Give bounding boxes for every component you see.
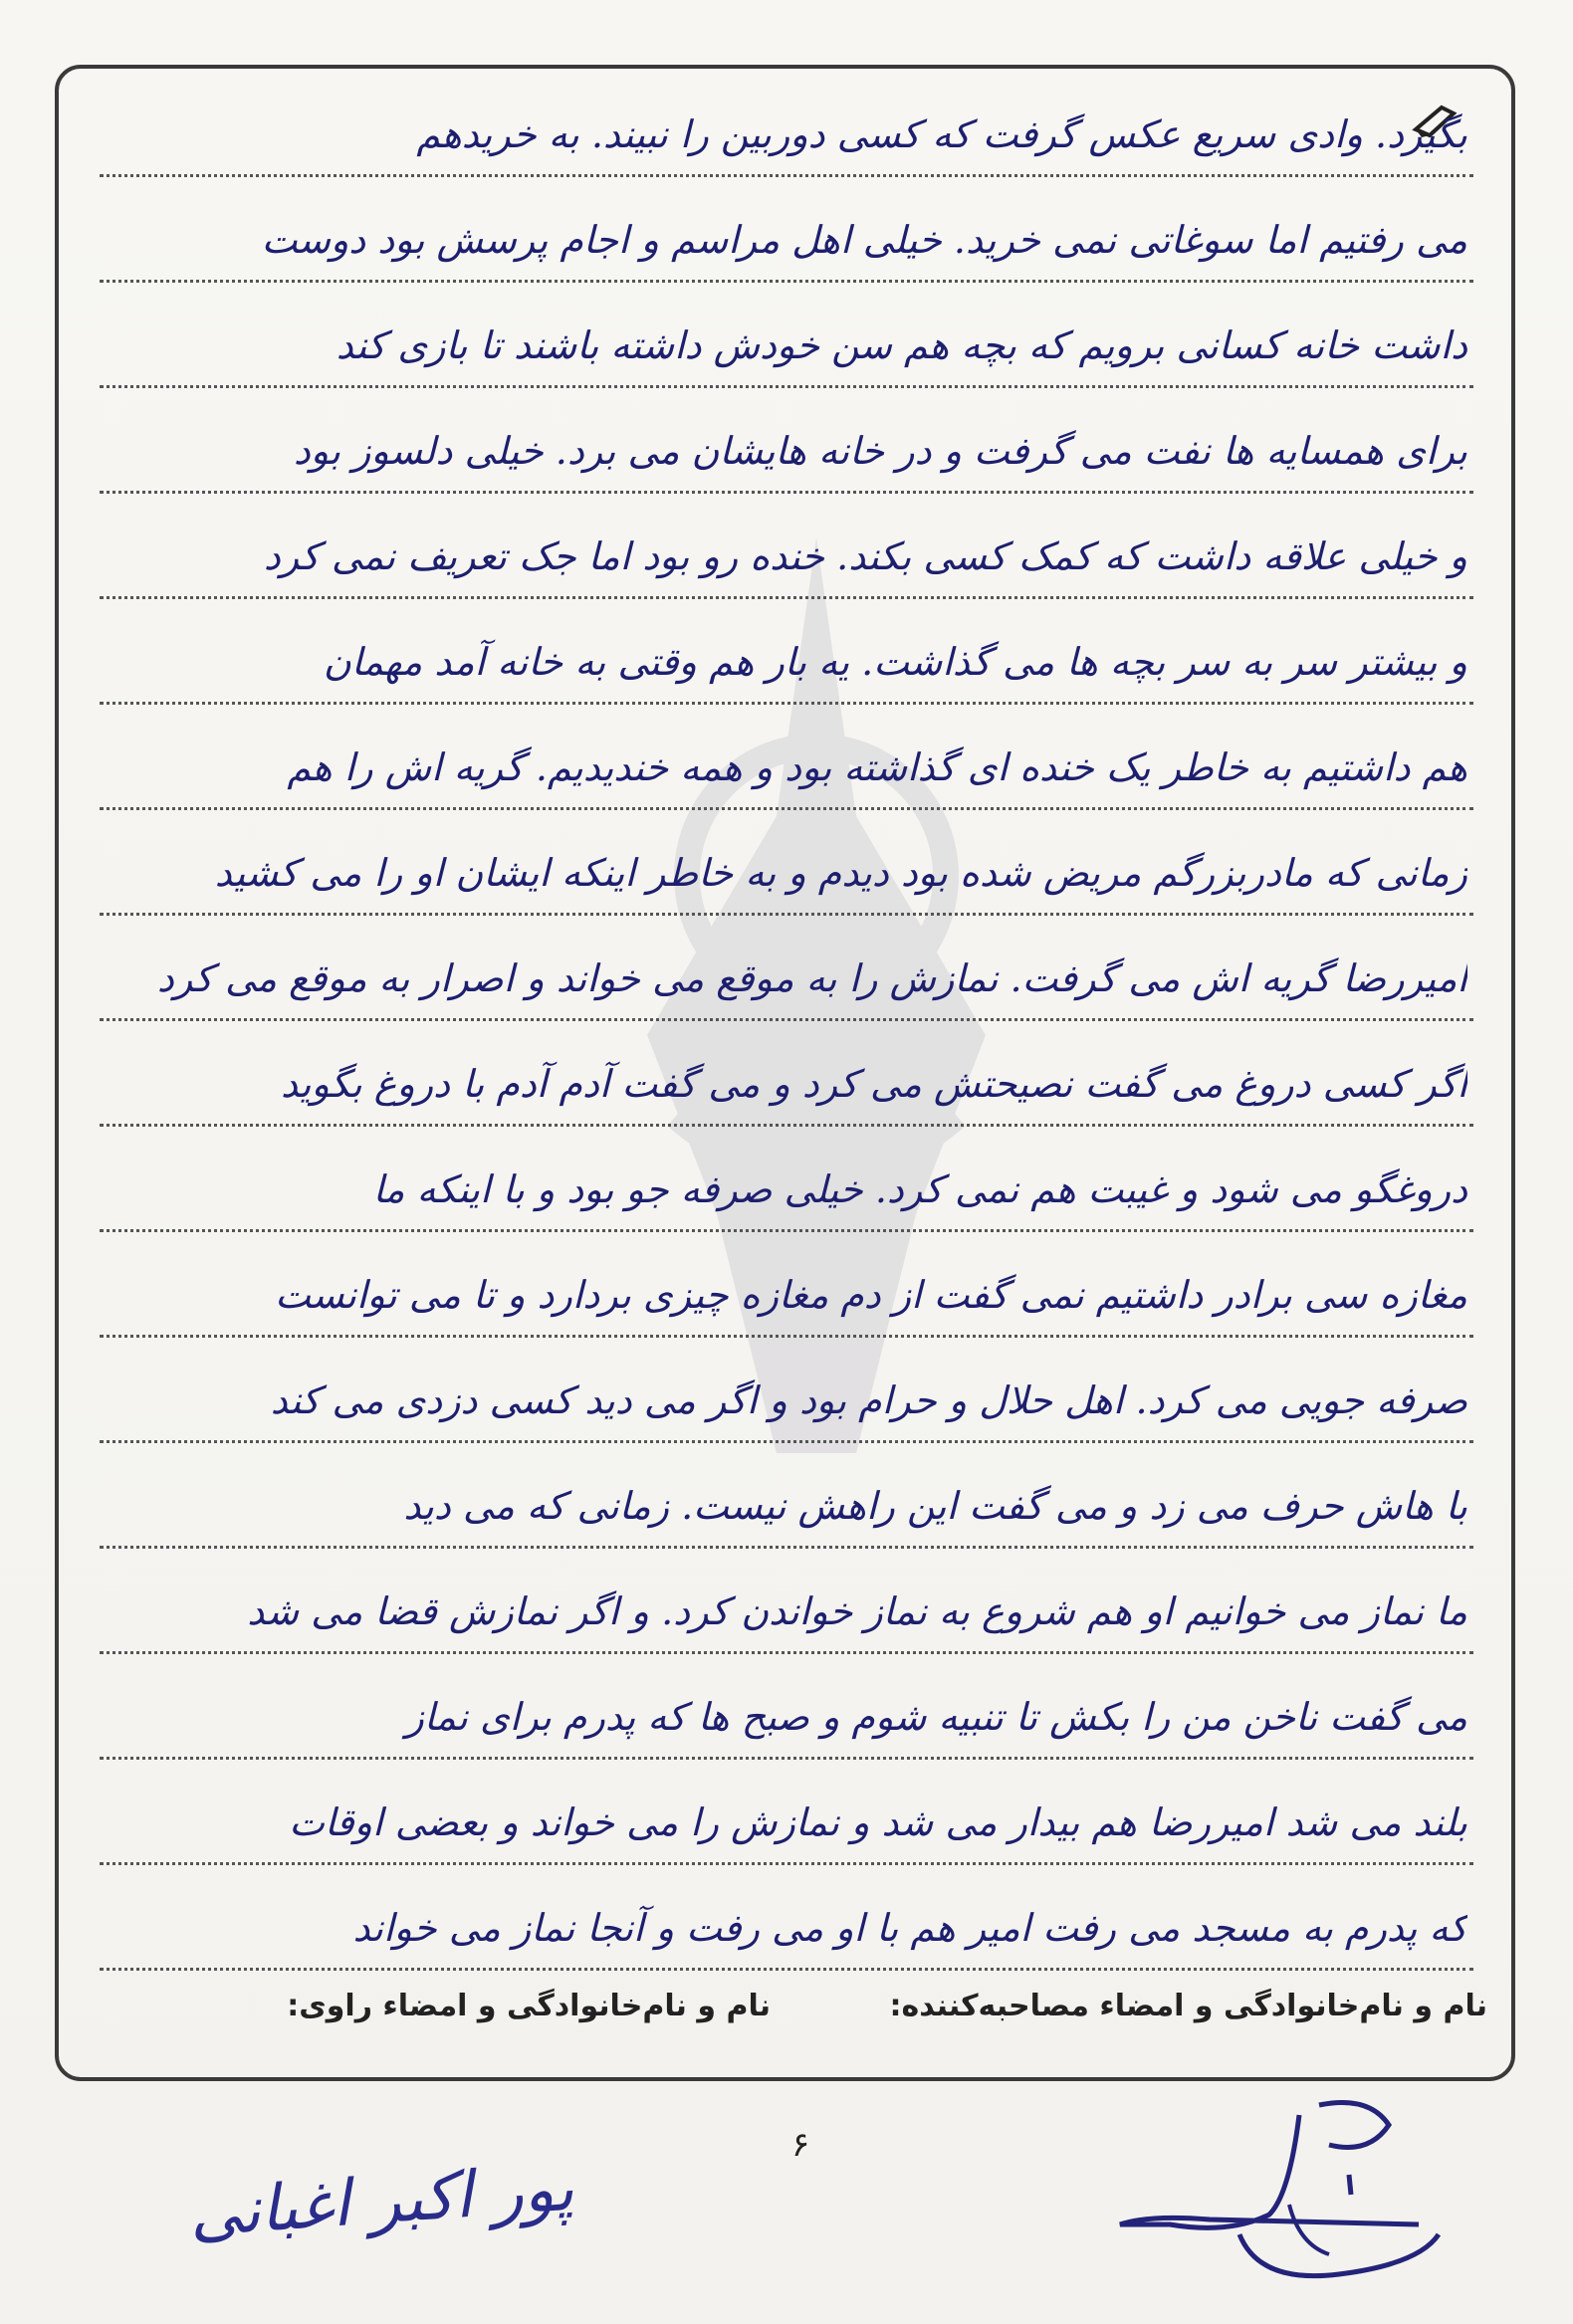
text-line: اگر کسی دروغ می گفت نصیحتش می کرد و می گفت آدم آدم با دروغ بگوید bbox=[100, 1037, 1473, 1127]
narrator-signature: پور اکبر اغبانی bbox=[186, 2151, 576, 2252]
text-line: و خیلی علاقه داشت که کمک کسی بکند. خنده رو بود اما جک تعریف نمی کرد bbox=[100, 510, 1473, 599]
text-line: زمانی که مادربزرگم مریض شده بود دیدم و به خاطر اینکه ایشان او را می کشید bbox=[100, 826, 1473, 916]
interviewer-signature bbox=[1090, 2085, 1449, 2304]
page-number: ۶ bbox=[791, 2125, 810, 2165]
handwritten-lines bbox=[100, 88, 1473, 2008]
text-line: بلند می شد امیررضا هم بیدار می شد و نمازش را می خواند و بعضی اوقات bbox=[100, 1776, 1473, 1865]
text-line: صرفه جویی می کرد. اهل حلال و حرام بود و اگر می دید کسی دزدی می کند bbox=[100, 1354, 1473, 1443]
text-line: ما نماز می خوانیم او هم شروع به نماز خواندن کرد. و اگر نمازش قضا می شد bbox=[100, 1565, 1473, 1654]
text-line: که پدرم به مسجد می رفت امیر هم با او می رفت و آنجا نماز می خواند bbox=[100, 1881, 1473, 1971]
interviewer-label: نام و نام‌خانوادگی و امضاء مصاحبه‌کننده: bbox=[889, 1989, 1487, 2023]
text-line: دروغگو می شود و غیبت هم نمی کرد. خیلی صرفه جو بود و با اینکه ما bbox=[100, 1143, 1473, 1232]
signature-labels bbox=[90, 1989, 1495, 2038]
text-line: با هاش حرف می زد و می گفت این راهش نیست. زمانی که می دید bbox=[100, 1459, 1473, 1549]
text-line: داشت خانه کسانی برویم که بچه هم سن خودش داشته باشند تا بازی کند bbox=[100, 299, 1473, 388]
text-line: بگیرد. وادی سریع عکس گرفت که کسی دوربین را نبیند. به خریدهم bbox=[100, 88, 1473, 177]
text-line: می رفتیم اما سوغاتی نمی خرید. خیلی اهل مراسم و اجام پرسش بود دوست bbox=[100, 193, 1473, 283]
text-line: و بیشتر سر به سر بچه ها می گذاشت. یه بار هم وقتی به خانه آمد مهمان bbox=[100, 615, 1473, 705]
text-line: مغازه سی برادر داشتیم نمی گفت از دم مغازه چیزی بردارد و تا می توانست bbox=[100, 1248, 1473, 1338]
text-line: برای همسایه ها نفت می گرفت و در خانه هایشان می برد. خیلی دلسوز بود bbox=[100, 404, 1473, 494]
text-line: هم داشتیم به خاطر یک خنده ای گذاشته بود و همه خندیدیم. گریه اش را هم bbox=[100, 721, 1473, 810]
narrator-label: نام و نام‌خانوادگی و امضاء راوی: bbox=[287, 1989, 771, 2023]
text-line: امیررضا گریه اش می گرفت. نمازش را به موقع می خواند و اصرار به موقع می کرد bbox=[100, 932, 1473, 1021]
text-line: می گفت ناخن من را بکش تا تنبیه شوم و صبح ها که پدرم برای نماز bbox=[100, 1670, 1473, 1760]
